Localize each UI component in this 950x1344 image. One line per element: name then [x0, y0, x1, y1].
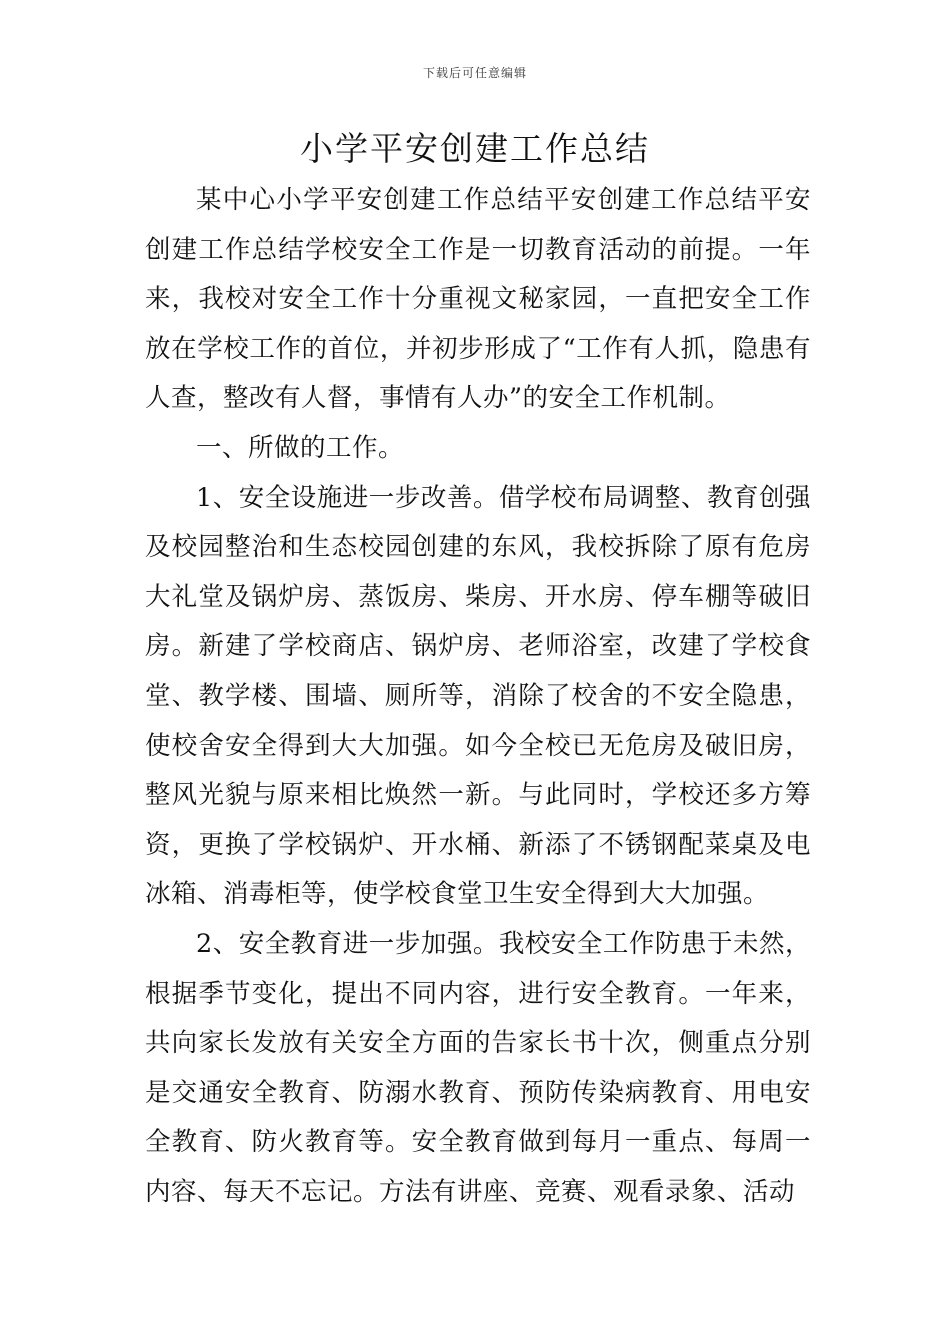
paragraph-intro: 某中心小学平安创建工作总结平安创建工作总结平安创建工作总结学校安全工作是一切教育活动的前提。一年来，我校对安全工作十分重视文秘家园，一直把安全工作放在学校工作的首位，并初步形成了“工作有人抓，隐患有人查，整改有人督，事情有人办”的安全工作机制。 [145, 185, 811, 414]
document-body [145, 176, 811, 1217]
paragraph-item-1: 1、安全设施进一步改善。借学校布局调整、教育创强及校园整治和生态校园创建的东风，我校拆除了原有危房大礼堂及锅炉房、蒸饭房、柴房、开水房、停车棚等破旧房。新建了学校商店、锅炉房、老师浴室，改建了学校食堂、教学楼、围墙、厕所等，消除了校舍的不安全隐患，使校舍安全得到大大加强。如今全校已无危房及破旧房，整风光貌与原来相比焕然一新。与此同时，学校还多方筹资，更换了学校锅炉、开水桶、新添了不锈钢配菜桌及电冰箱、消毒柜等，使学校食堂卫生安全得到大大加强。 [145, 482, 811, 910]
paragraph-item-2: 2、安全教育进一步加强。我校安全工作防患于未然，根据季节变化，提出不同内容，进行安全教育。一年来，共向家长发放有关安全方面的告家长书十次，侧重点分别是交通安全教育、防溺水教育、预防传染病教育、用电安全教育、防火教育等。安全教育做到每月一重点、每周一内容、每天不忘记。方法有讲座、竞赛、观看录象、活动 [145, 928, 811, 1207]
document-title: 小学平安创建工作总结 [300, 129, 650, 168]
section-heading: 一、所做的工作。 [196, 432, 405, 463]
header-note: 下载后可任意编辑 [422, 66, 527, 80]
